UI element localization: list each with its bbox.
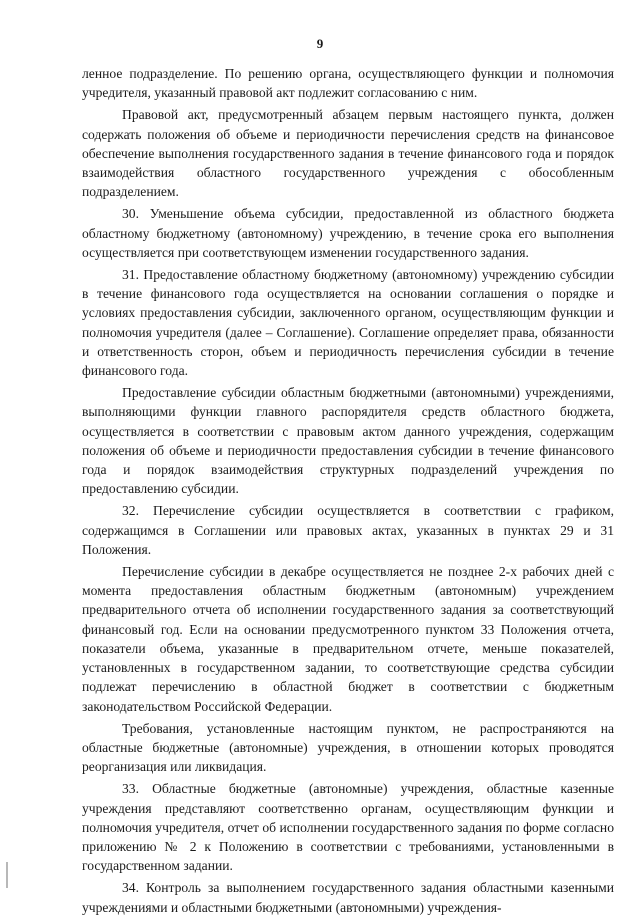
- scan-edge-mark: [6, 862, 8, 888]
- paragraph-continuation: ленное подразделение. По решению органа, осуществляющего функции и полномочия учредителя, указанный правовой акт подлежит согласованию с ним.: [82, 66, 614, 101]
- page-number: 9: [316, 36, 324, 51]
- paragraph-item-32: 32. Перечисление субсидии осуществляется в соответствии с графиком, содержащимся в Соглашении или правовых актах, указанных в пунктах 29 и 31 Положения.: [82, 503, 614, 557]
- paragraph-legal-act: Правовой акт, предусмотренный абзацем первым настоящего пункта, должен содержать положения об объеме и периодичности перечисления средств на финансовое обеспечение выполнения государственного задания в течение финансового года и порядок взаимодействия областного государственного учреждения с обособленным подразделением.: [82, 107, 614, 200]
- paragraph-item-32-december: Перечисление субсидии в декабре осуществляется не позднее 2-х рабочих дней с момента предоставления областным бюджетным (автономным) учреждением предварительного отчета об исполнении государственного задания за соответствующий финансовый год. Если на основании предусмотренного пунктом 33 Положения отчета, показатели объема, указанные в предварительном отчете, меньше показателей, установленных в государственном задании, то соответствующие средства субсидии подлежат перечислению в областной бюджет в соответствии с бюджетным законодательством Российской Федерации.: [82, 564, 614, 714]
- paragraph-item-31: 31. Предоставление областному бюджетному (автономному) учреждению субсидии в течение финансового года осуществляется на основании соглашения о порядке и условиях предоставления субсидии, заключенного органом, осуществляющим функции и полномочия учредителя (далее – Соглашение). Соглашение определяет права, обязанности и ответственность сторон, объем и периодичность перечисления субсидии в течение финансового года.: [82, 267, 614, 379]
- paragraph-item-34: 34. Контроль за выполнением государственного задания областными казенными учреждениями и областными бюджетными (автономными) учреждения-: [82, 880, 614, 915]
- paragraph-item-32-requirements: Требования, установленные настоящим пунктом, не распространяются на областные бюджетные (автономные) учреждения, в отношении которых проводятся реорганизация или ликвидация.: [82, 720, 614, 775]
- paragraph-item-33: 33. Областные бюджетные (автономные) учреждения, областные казенные учреждения представляют соответственно органам, осуществляющим функции и полномочия учредителя, отчет об исполнении государственного задания по форме согласно приложению № 2 к Положению в соответствии с требованиями, установленными в государственном задании.: [82, 781, 614, 874]
- paragraph-item-30: 30. Уменьшение объема субсидии, предоставленной из областного бюджета областному бюджетному (автономному) учреждению, в течение срока его выполнения осуществляется при соответствующем изменении государственного задания.: [82, 206, 614, 260]
- paragraph-item-31-subsidy: Предоставление субсидии областным бюджетными (автономными) учреждениями, выполняющими функции главного распорядителя средств областного бюджета, осуществляется в соответствии с правовым актом данного учреждения, содержащим положения об объеме и периодичности предоставления субсидии в течение финансового года и порядок взаимодействия структурных подразделений учреждения по предоставлению субсидии.: [82, 385, 614, 497]
- document-body: [82, 64, 614, 920]
